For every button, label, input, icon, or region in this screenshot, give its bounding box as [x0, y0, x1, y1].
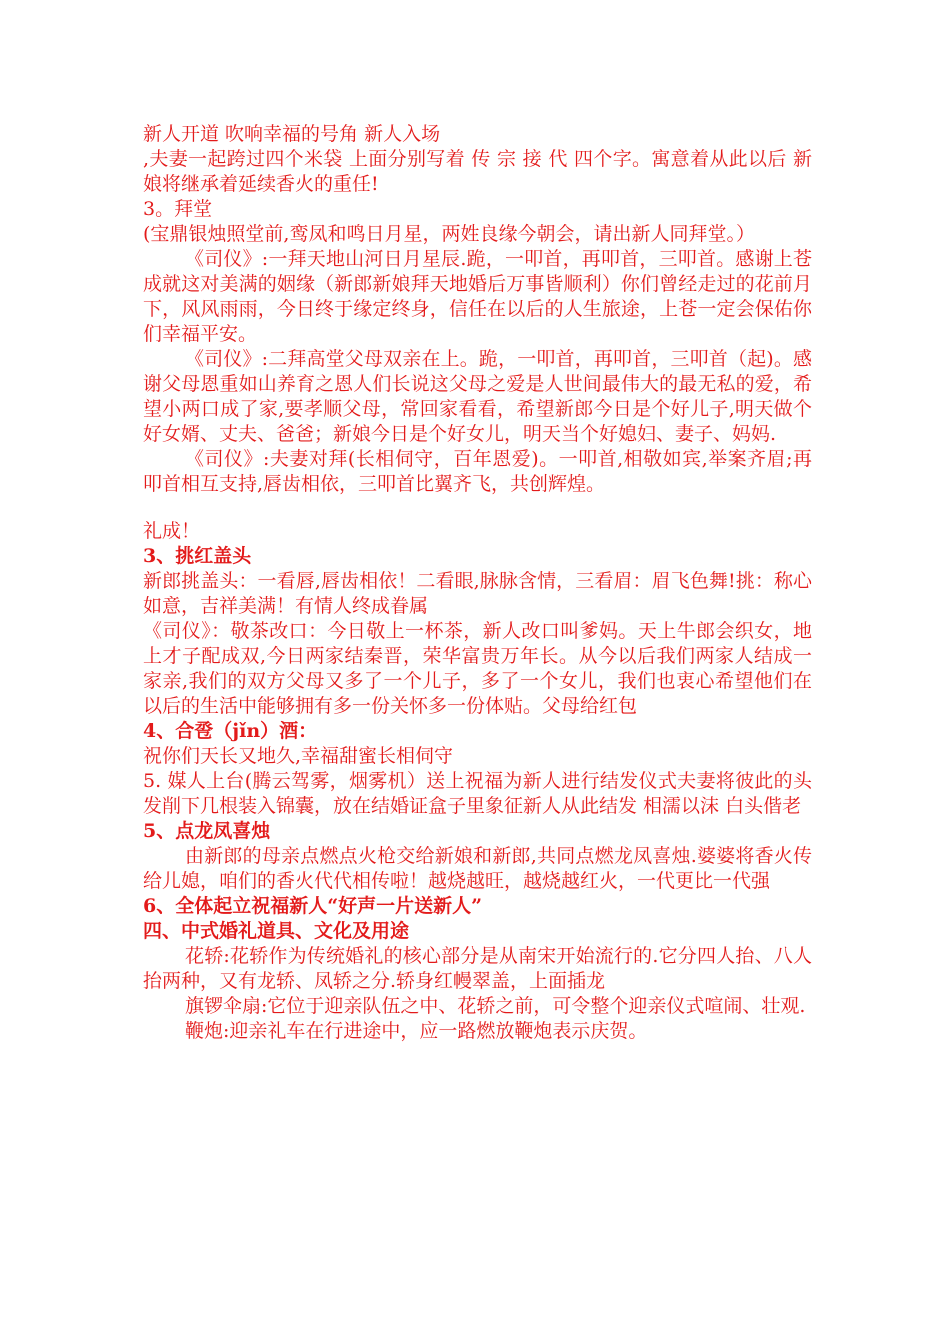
paragraph: 《司仪》：敬茶改口：今日敬上一杯茶，新人改口叫爹妈。天上牛郎会织女，地上才子配成双,今日两家结秦晋，荣华富贵万年长。从今以后我们两家人结成一家亲,我们的双方父母又多了一个儿子，多了一个女儿，我们也衷心希望他们在以后的生活中能够拥有多一份关怀多一份体贴。父母给红包 — [143, 620, 812, 717]
paragraph: 《司仪》:二拜高堂父母双亲在上。跪，一叩首，再叩首，三叩首（起)。感谢父母恩重如山养育之恩人们长说这父母之爱是人世间最伟大的最无私的爱，希望小两口成了家,要孝顺父母，常回家看看，希望新郎今日是个好儿子,明天做个好女婿、丈夫、爸爸；新娘今日是个好女儿，明天当个好媳妇、妻子、妈妈. — [143, 348, 812, 445]
paragraph: 旗锣伞扇:它位于迎亲队伍之中、花轿之前，可令整个迎亲仪式喧闹、壮观. — [185, 995, 806, 1017]
paragraph: 礼成！ — [143, 520, 201, 542]
paragraph: 花轿:花轿作为传统婚礼的核心部分是从南宋开始流行的.它分四人抬、八人抬两种，又有龙轿、凤轿之分.轿身红幔翠盖，上面插龙 — [143, 945, 812, 992]
paragraph: (宝鼎银烛照堂前,鸾凤和鸣日月星，两姓良缘今朝会，请出新人同拜堂。） — [143, 223, 755, 245]
section-heading: 四、中式婚礼道具、文化及用途 — [143, 920, 410, 942]
paragraph: 《司仪》:一拜天地山河日月星辰.跪，一叩首，再叩首，三叩首。感谢上苍成就这对美满的姻缘（新郎新娘拜天地婚后万事皆顺利）你们曾经走过的花前月下，风风雨雨，今日终于缘定终身，信任在以后的人生旅途，上苍一定会保佑你们幸福平安。 — [143, 248, 812, 345]
paragraph-spacer — [143, 497, 812, 519]
section-heading: 5、点龙凤喜烛 — [143, 820, 271, 842]
paragraph: ,夫妻一起跨过四个米袋 上面分别写着 传 宗 接 代 四个字。寓意着从此以后 新娘将继承着延续香火的重任! — [143, 148, 812, 195]
paragraph: 新人开道 吹响幸福的号角 新人入场 — [143, 123, 441, 145]
paragraph: 5. 媒人上台(腾云驾雾，烟雾机）送上祝福为新人进行结发仪式夫妻将彼此的头发削下几根装入锦囊，放在结婚证盒子里象征新人从此结发 相濡以沫 白头偕老 — [143, 770, 812, 817]
section-heading: 3、挑红盖头 — [143, 545, 252, 567]
section-heading: 4、合卺（jǐn）酒： — [143, 720, 318, 742]
section-heading: 6、全体起立祝福新人“好声一片送新人” — [143, 895, 483, 917]
paragraph: 鞭炮:迎亲礼车在行进途中，应一路燃放鞭炮表示庆贺。 — [185, 1020, 648, 1042]
paragraph: 《司仪》:夫妻对拜(长相伺守，百年恩爱)。一叩首,相敬如宾,举案齐眉;再叩首相互支持,唇齿相依，三叩首比翼齐飞，共创辉煌。 — [143, 448, 812, 495]
paragraph: 祝你们天长又地久,幸福甜蜜长相伺守 — [143, 745, 454, 767]
paragraph: 由新郎的母亲点燃点火枪交给新娘和新郎,共同点燃龙凤喜烛.婆婆将香火传给儿媳，咱们的香火代代相传啦！越烧越旺，越烧越红火，一代更比一代强 — [143, 845, 812, 892]
paragraph: 3。拜堂 — [143, 198, 213, 220]
paragraph: 新郎挑盖头：一看唇,唇齿相依！二看眼,脉脉含情，三看眉：眉飞色舞!挑：称心如意，吉祥美满！有情人终成眷属 — [143, 570, 812, 617]
